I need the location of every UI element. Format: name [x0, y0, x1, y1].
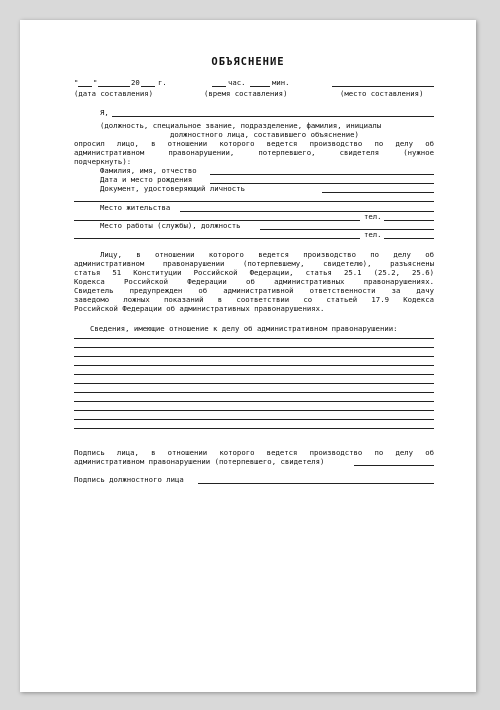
date-quote-open: " — [74, 78, 79, 87]
year-prefix: 20 — [131, 78, 140, 87]
subject-signature-line-2: административном правонарушении (потерпевшего, свидетеля) — [74, 457, 325, 466]
day-field[interactable] — [78, 86, 92, 87]
date-caption: (дата составления) — [74, 89, 154, 98]
phone-label: тел. — [364, 212, 382, 221]
document-title: ОБЪЯСНЕНИЕ — [211, 56, 285, 68]
info-heading: Сведения, имеющие отношение к делу об административном правонарушении: — [90, 324, 398, 333]
subject-signature-field[interactable] — [354, 465, 434, 466]
year-field[interactable] — [141, 86, 155, 87]
intro-line-2: административном правонарушении, потерпевшего, свидетеля (нужное — [74, 148, 434, 157]
intro-line-1: опросил лицо, в отношении которого ведется производство по делу об — [74, 139, 434, 148]
hours-label: час. — [228, 78, 246, 87]
rights-line-1: Лицу, в отношении которого ведется производство по делу об — [100, 250, 434, 259]
month-field[interactable] — [98, 86, 130, 87]
year-suffix: г. — [158, 78, 167, 87]
rights-line-5: Свидетель предупрежден об административной ответственности за дачу — [74, 286, 434, 295]
officer-field[interactable] — [112, 116, 434, 117]
id-doc-field-2[interactable] — [74, 201, 434, 202]
info-line[interactable] — [74, 356, 434, 357]
officer-signature-label: Подпись должностного лица — [74, 475, 184, 484]
date-quote-close: " — [93, 78, 98, 87]
info-line[interactable] — [74, 347, 434, 348]
place-caption: (место составления) — [340, 89, 424, 98]
hours-field[interactable] — [212, 86, 226, 87]
residence-label: Место жительства — [100, 203, 171, 212]
place-field[interactable] — [332, 86, 434, 87]
id-doc-label: Документ, удостоверяющий личность — [100, 184, 245, 193]
info-line[interactable] — [74, 401, 434, 402]
info-line[interactable] — [74, 365, 434, 366]
ya-label: Я, — [100, 108, 109, 117]
rights-line-2: административном правонарушении (потерпевшему, свидетелю), разъяснены — [74, 259, 434, 268]
info-line[interactable] — [74, 338, 434, 339]
intro-line-3: подчеркнуть): — [74, 157, 132, 166]
birth-label: Дата и место рождения — [100, 175, 193, 184]
subject-signature-line-1: Подпись лица, в отношении которого ведется производство по делу об — [74, 448, 434, 457]
officer-signature-field[interactable] — [198, 483, 434, 484]
info-line[interactable] — [74, 410, 434, 411]
work-label: Место работы (службы), должность — [100, 221, 241, 230]
phone-label-2: тел. — [364, 230, 382, 239]
full-name-field[interactable] — [210, 174, 434, 175]
full-name-label: Фамилия, имя, отчество — [100, 166, 197, 175]
info-line[interactable] — [74, 419, 434, 420]
officer-caption-2: должностного лица, составившего объяснение) — [170, 130, 359, 139]
info-line[interactable] — [74, 383, 434, 384]
info-line[interactable] — [74, 392, 434, 393]
phone-field[interactable] — [384, 220, 434, 221]
info-line[interactable] — [74, 428, 434, 429]
time-caption: (время составления) — [204, 89, 288, 98]
phone-field-2[interactable] — [384, 238, 434, 239]
officer-caption-1: (должность, специальное звание, подразделение, фамилия, инициалы — [100, 121, 382, 130]
rights-line-4: Кодекса Российской Федерации об административных правонарушениях. — [74, 277, 434, 286]
residence-field[interactable] — [180, 211, 434, 212]
rights-line-6: заведомо ложных показаний в соответствии со статьей 17.9 Кодекса — [74, 295, 434, 304]
rights-line-7: Российской Федерации об административных правонарушениях. — [74, 304, 325, 313]
work-field[interactable] — [260, 229, 434, 230]
minutes-label: мин. — [272, 78, 290, 87]
rights-line-3: статья 51 Конституции Российской Федерации, статья 25.1 (25.2, 25.6) — [74, 268, 434, 277]
minutes-field[interactable] — [250, 86, 270, 87]
id-doc-field[interactable] — [322, 192, 434, 193]
document-page — [20, 20, 476, 692]
work-field-2[interactable] — [74, 238, 360, 239]
info-line[interactable] — [74, 374, 434, 375]
